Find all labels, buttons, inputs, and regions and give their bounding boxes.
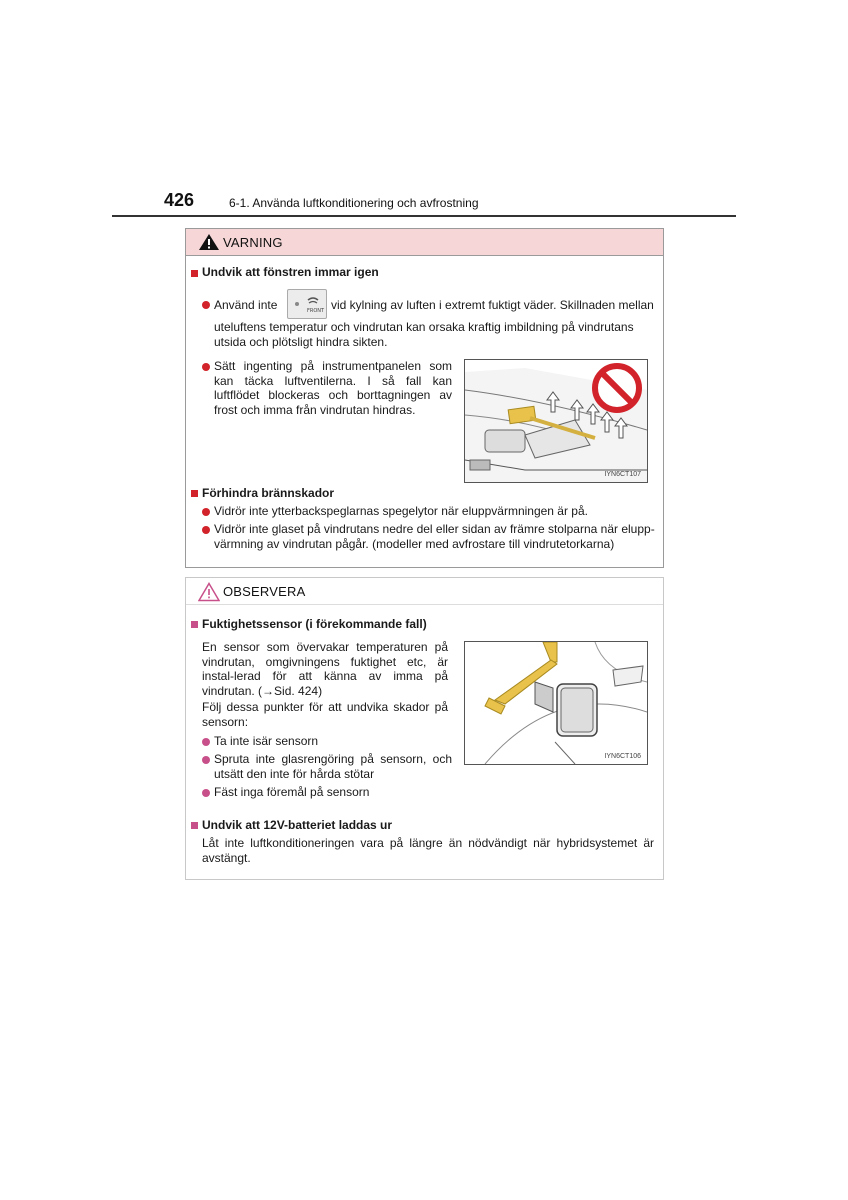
caution-triangle-icon: [198, 582, 220, 607]
front-defroster-button-icon: [287, 289, 327, 319]
humidity-sensor-figure: [464, 641, 648, 765]
bullet-text: Fäst inga föremål på sensorn: [214, 785, 370, 799]
warning-header: [186, 229, 663, 256]
bullet-text: vid kylning av luften i extremt fuktigt väder. Skillnaden mellan: [331, 298, 654, 312]
bullet-dot: [202, 738, 210, 746]
figure-code: IYN6CT107: [604, 471, 641, 478]
bullet-text: Ta inte isär sensorn: [214, 734, 319, 748]
bullet-text: Använd inte: [214, 298, 278, 312]
page-number: 426: [164, 190, 195, 210]
warning-label: VARNING: [223, 235, 283, 250]
section-title: 6-1. Använda luftkonditionering och avfrostning: [229, 196, 479, 210]
paragraph: En sensor som övervakar temperaturen på vindrutan, omgivningens fuktighet etc, är instal-lerad för att känna av imma på vindrutan. (→Sid. 424): [202, 640, 448, 698]
figure-code: IYN6CT106: [604, 753, 641, 760]
section-heading-humidity-sensor: Fuktighetssensor (i förekommande fall): [202, 617, 427, 631]
section-marker: [191, 822, 198, 829]
dashboard-vent-figure: [464, 359, 648, 483]
bullet-text: Vidrör inte glaset på vindrutans nedre del eller sidan av främre stolparna när elupp-: [214, 522, 655, 536]
bullet-text: Vidrör inte ytterbackspeglarnas spegelytor när eluppvärmningen är på.: [214, 504, 588, 518]
bullet-text: Spruta inte glasrengöring på sensorn, och utsätt den inte för hårda stötar: [214, 752, 452, 781]
bullet-text: uteluftens temperatur och vindrutan kan orsaka kraftig imbildning på vindrutans: [214, 320, 634, 334]
notice-label: OBSERVERA: [223, 584, 306, 599]
bullet-dot: [202, 526, 210, 534]
paragraph: Låt inte luftkonditioneringen vara på längre än nödvändigt när hybridsystemet är avstängt.: [202, 836, 654, 865]
notice-header: [186, 578, 663, 605]
section-heading-fogging: Undvik att fönstren immar igen: [202, 265, 379, 279]
bullet-dot: [202, 508, 210, 516]
section-heading-burns: Förhindra brännskador: [202, 486, 335, 500]
warning-box: [185, 228, 664, 568]
bullet-text: värmning av vindrutan pågår. (modeller med avfrostare till vindrutetorkarna): [214, 537, 615, 551]
section-marker: [191, 270, 198, 277]
bullet-text: Sätt ingenting på instrumentpanelen som kan täcka luftventilerna. I så fall kan luftflödet blockeras och borttagningen av frost och imma från vindrutan hindras.: [214, 359, 452, 417]
section-heading-battery: Undvik att 12V-batteriet laddas ur: [202, 818, 393, 832]
notice-box: [185, 577, 664, 880]
bullet-dot: [202, 363, 210, 371]
svg-text:FRONT: FRONT: [307, 308, 325, 314]
section-marker: [191, 490, 198, 497]
bullet-dot: [202, 789, 210, 797]
warning-triangle-icon: [198, 233, 220, 256]
bullet-dot: [202, 756, 210, 764]
section-marker: [191, 621, 198, 628]
paragraph: Följ dessa punkter för att undvika skador på sensorn:: [202, 700, 448, 729]
bullet-text: utsida och plötsligt hindra sikten.: [214, 335, 388, 349]
bullet-dot: [202, 301, 210, 309]
header-rule: [112, 215, 736, 217]
